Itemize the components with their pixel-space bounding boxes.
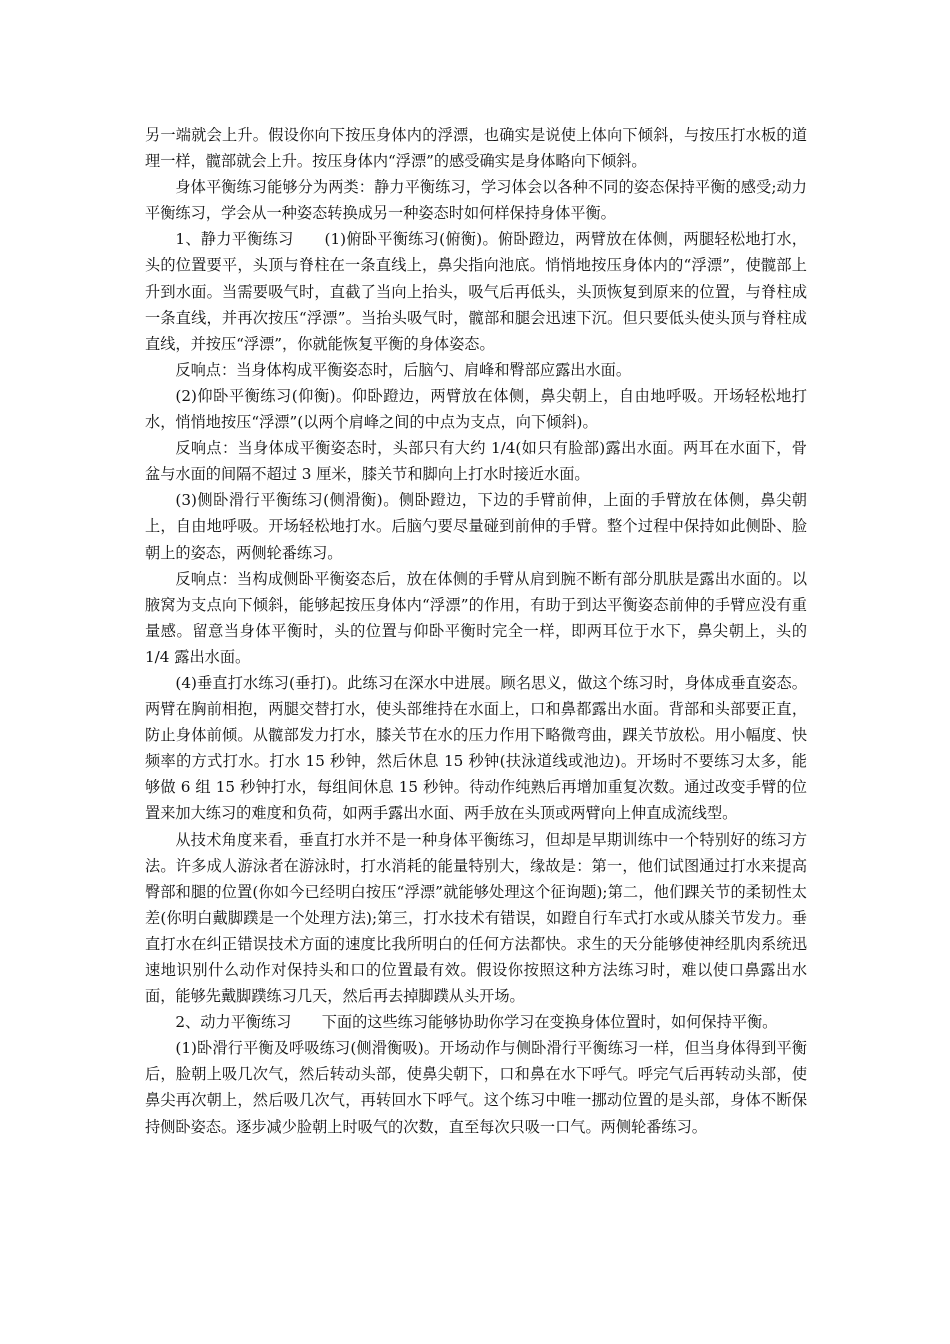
paragraph-vertical-kick: (4)垂直打水练习(垂打)。此练习在深水中进展。顾名思义，做这个练习时，身体成垂直姿态。两臂在胸前相抱，两腿交替打水，使头部维持在水面上，口和鼻都露出水面。背部和头部要正直，防止身体前倾。从髋部发力打水，膝关节在水的压力作用下略微弯曲，踝关节放松。用小幅度、快频率的方式打水。打水 15 秒钟，然后休息 15 秒钟(扶泳道线或池边)。开场时不要练习太多，能够做 6 组 15 秒钟打水，每组间休息 15 秒钟。待动作纯熟后再增加重复次数。通过改变手臂的位置来加大练习的难度和负荷，如两手露出水面、两手放在头顶或两臂向上伸直成流线型。 [145,673,807,823]
document-page [145,122,807,1140]
paragraph-side-glide-balance: (3)侧卧滑行平衡练习(侧滑衡)。侧卧蹬边，下边的手臂前伸，上面的手臂放在体侧，鼻尖朝上，自由地呼吸。开场轻松地打水。后脑勺要尽量碰到前伸的手臂。整个过程中保持如此侧卧、脸朝上的姿态，两侧轮番练习。 [145,491,807,562]
paragraph-supine-balance: (2)仰卧平衡练习(仰衡)。仰卧蹬边，两臂放在体侧，鼻尖朝上，自由地呼吸。开场轻松地打水，悄悄地按压“浮漂”(以两个肩峰之间的中点为支点，向下倾斜)。 [145,386,807,432]
paragraph-side-glide-breathing: (1)卧滑行平衡及呼吸练习(侧滑衡吸)。开场动作与侧卧滑行平衡练习一样，但当身体得到平衡后，脸朝上吸几次气，然后转动头部，使鼻尖朝下，口和鼻在水下呼气。呼完气后再转动头部，使鼻尖再次朝上，然后吸几次气，再转回水下呼气。这个练习中唯一挪动位置的是头部，身体不断保持侧卧姿态。逐步减少脸朝上时吸气的次数，直至每次只吸一口气。两侧轮番练习。 [145,1039,807,1136]
paragraph-technical-note: 从技术角度来看，垂直打水并不是一种身体平衡练习，但却是早期训练中一个特别好的练习方法。许多成人游泳者在游泳时，打水消耗的能量特别大，缘故是：第一，他们试图通过打水来提高臀部和腿的位置(你如今已经明白按压“浮漂”就能够处理这个征询题);第二，他们踝关节的柔韧性太差(你明白戴脚蹼是一个处理方法);第三，打水技术有错误，如蹬自行车式打水或从膝关节发力。垂直打水在纠正错误技术方面的速度比我所明白的任何方法都快。求生的天分能够使神经肌肉系统迅速地识别什么动作对保持头和口的位置最有效。假设你按照这种方法练习时，难以使口鼻露出水面，能够先戴脚蹼练习几天，然后再去掉脚蹼从头开场。 [145,830,807,1006]
paragraph-supine-feedback: 反响点：当身体成平衡姿态时，头部只有大约 1/4(如只有脸部)露出水面。两耳在水面下，骨盆与水面的间隔不超过 3 厘米，膝关节和脚向上打水时接近水面。 [145,439,807,484]
paragraph-balance-types: 身体平衡练习能够分为两类：静力平衡练习，学习体会以各种不同的姿态保持平衡的感受;动力平衡练习，学会从一种姿态转换成另一种姿态时如何样保持身体平衡。 [145,178,807,223]
paragraph-continuation: 另一端就会上升。假设你向下按压身体内的浮漂，也确实是说使上体向下倾斜，与按压打水板的道理一样，髋部就会上升。按压身体内“浮漂”的感受确实是身体略向下倾斜。 [145,126,807,171]
paragraph-static-balance-prone: 1、静力平衡练习 (1)俯卧平衡练习(俯衡)。俯卧蹬边，两臂放在体侧，两腿轻松地打水，头的位置要平，头顶与脊柱在一条直线上，鼻尖指向池底。悄悄地按压身体内的“浮漂”，使髋部上升到水面。当需要吸气时，直截了当向上抬头，吸气后再低头，头顶恢复到原来的位置，与脊柱成一条直线，并再次按压“浮漂”。当抬头吸气时，髋部和腿会迅速下沉。但只要低头使头顶与脊柱成直线，并按压“浮漂”，你就能恢复平衡的身体姿态。 [145,230,807,353]
paragraph-prone-feedback: 反响点：当身体构成平衡姿态时，后脑勺、肩峰和臀部应露出水面。 [175,360,632,379]
paragraph-side-glide-feedback: 反响点：当构成侧卧平衡姿态后，放在体侧的手臂从肩到腕不断有部分肌肤是露出水面的。以腋窝为支点向下倾斜，能够起按压身体内“浮漂”的作用，有助于到达平衡姿态前伸的手臂应没有重量感。留意当身体平衡时，头的位置与仰卧平衡时完全一样，即两耳位于水下，鼻尖朝上，头的 1/4 露出水面。 [145,569,807,666]
paragraph-dynamic-balance: 2、动力平衡练习 下面的这些练习能够协助你学习在变换身体位置时，如何保持平衡。 [175,1013,778,1032]
